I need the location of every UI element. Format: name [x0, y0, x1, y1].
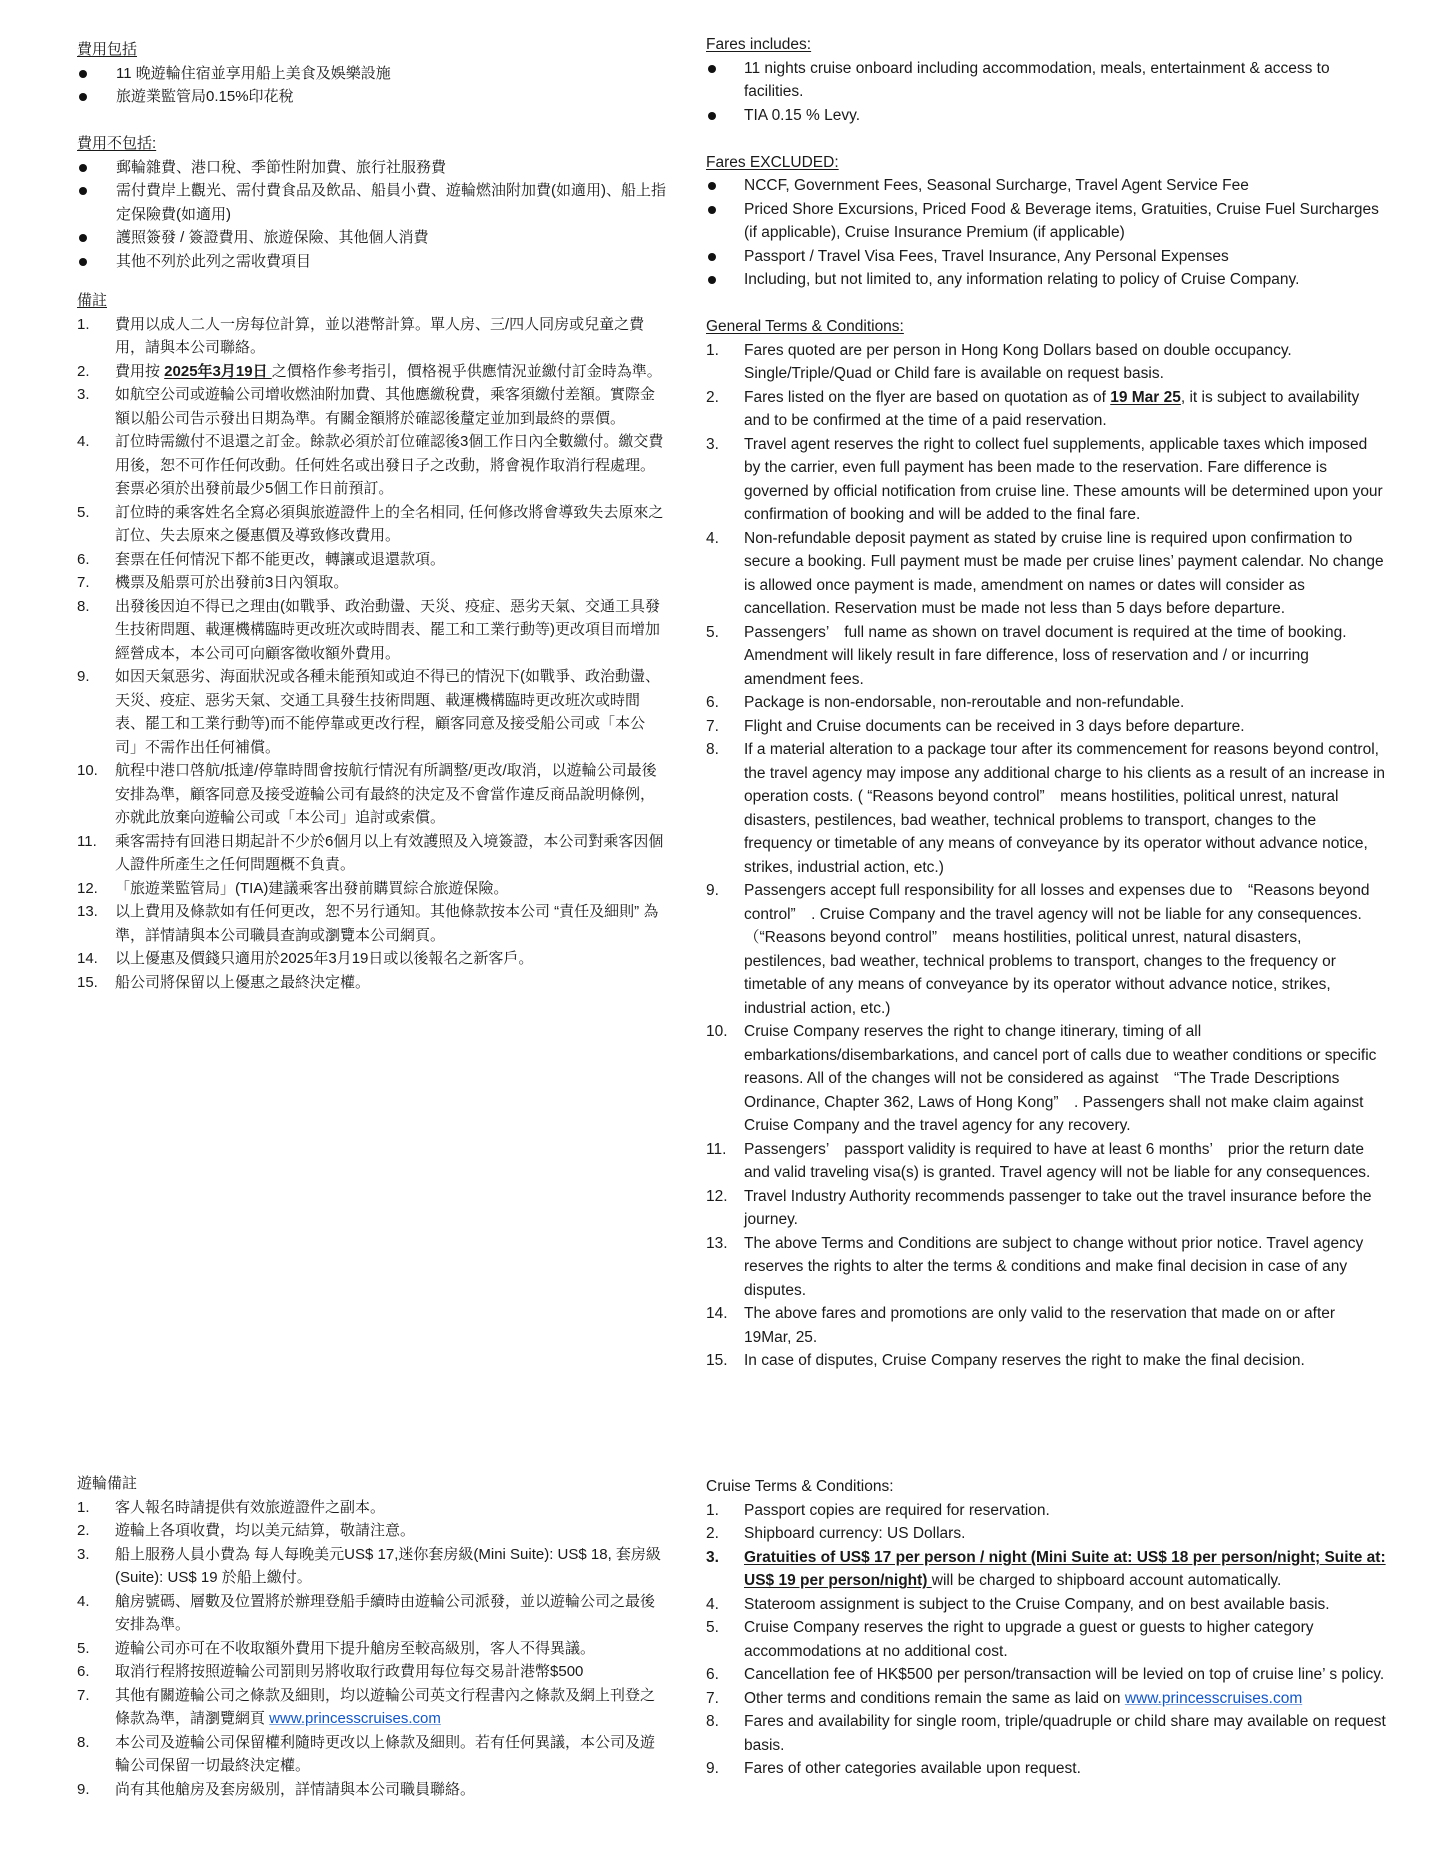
remarks-heading-zh: 備註: [77, 292, 108, 309]
list-item: 旅遊業監管局0.15%印花稅: [77, 85, 667, 109]
list-item: 13. 以上費用及條款如有任何更改，恕不另行通知。其他條款按本公司 “責任及細則” 為準，詳情請與本公司職員查詢或瀏覽本公司網頁。: [77, 903, 659, 944]
excludes-heading-en: Fares EXCLUDED:: [706, 153, 839, 171]
includes-list-zh: [77, 62, 667, 109]
general-terms-heading: General Terms & Conditions:: [706, 318, 904, 335]
cruise-terms-list: [706, 1499, 1386, 1781]
list-item: 2. Fares listed on the flyer are based on quotation as of 19 Mar 25, it is subject to availability and to be confirmed at the time of a paid reservation.: [706, 388, 1360, 429]
cruise-remarks-list-zh: [77, 1496, 667, 1802]
list-item: 9. 尚有其他艙房及套房級別，詳情請與本公司職員聯絡。: [77, 1780, 476, 1798]
list-item: 5. 訂位時的乘客姓名全寫必須與旅遊證件上的全名相同, 任何修改將會導致失去原來之訂位、失去原來之優惠價及導致修改費用。: [77, 503, 664, 544]
princess-cruises-link-zh[interactable]: www.princesscruises.com: [269, 1710, 441, 1727]
includes-heading-zh: 費用包括: [77, 41, 138, 58]
list-item: 8. Fares and availability for single room, triple/quadruple or child share may available on request basis.: [706, 1713, 1386, 1754]
list-item: 6. Package is non-endorsable, non-reroutable and non-refundable.: [706, 694, 1185, 711]
cruise-terms-heading: Cruise Terms & Conditions:: [706, 1478, 894, 1495]
list-item: 11. 乘客需持有回港日期起計不少於6個月以上有效護照及入境簽證，本公司對乘客因個人證件所產生之任何問題概不負責。: [77, 832, 664, 873]
includes-list-en: [706, 57, 1386, 128]
list-item: 13. The above Terms and Conditions are subject to change without prior notice. Travel agency reserves the rights to alter the terms & conditions and make final decision in case of any disputes.: [706, 1234, 1364, 1299]
list-item: 9. Passengers accept full responsibility for all losses and expenses due to “Reasons beyond control” . Cruise Company and the travel agency will not be liable for any consequences.（“Reasons beyond control” means hostilities, political unrest, natural disasters, pestilences, bad weather, technical problems to transport, changes to the frequency or timetable of any means of conveyance by its operator without advance notice, strikes, industrial action, etc.): [706, 882, 1370, 1017]
list-item: 14. The above fares and promotions are only valid to the reservation that made on or after 19Mar, 25.: [706, 1305, 1336, 1346]
bullet-icon: [79, 93, 87, 101]
list-item: 3. 如航空公司或遊輪公司增收燃油附加費、其他應繳稅費，乘客須繳付差額。實際金額以船公司告示發出日期為準。有關金額將於確認後釐定並加到最終的票價。: [77, 386, 656, 427]
list-item: 15. 船公司將保留以上優惠之最終決定權。: [77, 973, 371, 991]
bullet-icon: [708, 206, 716, 214]
cruise-remarks-heading-zh: 遊輪備註: [77, 1475, 138, 1492]
list-item: 4. Non-refundable deposit payment as stated by cruise line is required upon confirmation to secure a booking. Full payment must be made per cruise lines’ payment calendar. No change is allowed once payment is made, amendment on names or dates will consider as cancellation. Reservation must be made not less than 5 days before departure.: [706, 529, 1384, 617]
chinese-fees-section: [77, 38, 667, 994]
list-item: 1. Fares quoted are per person in Hong Kong Dollars based on double occupancy. Single/Triple/Quad or Child fare is available on request basis.: [706, 341, 1292, 382]
list-item: 6. 套票在任何情況下都不能更改，轉讓或退還款項。: [77, 550, 446, 568]
list-item: 9. Fares of other categories available upon request.: [706, 1760, 1081, 1777]
bullet-icon: [79, 164, 87, 172]
list-item: 5. Cruise Company reserves the right to upgrade a guest or guests to higher category accommodations at no additional cost.: [706, 1619, 1314, 1660]
list-item: 5. Passengers’ full name as shown on travel document is required at the time of booking. Amendment will likely result in fare difference, loss of reservation and / or incurring amendment fees.: [706, 623, 1347, 688]
bullet-icon: [708, 182, 716, 190]
princess-cruises-link-en[interactable]: www.princesscruises.com: [1124, 1689, 1303, 1707]
list-item: 2. 遊輪上各項收費，均以美元結算，敬請注意。: [77, 1522, 416, 1539]
list-item: 5. 遊輪公司亦可在不收取額外費用下提升艙房至較高級別，客人不得異議。: [77, 1639, 596, 1657]
list-item: 11 nights cruise onboard including accommodation, meals, entertainment & access to facilities.: [706, 57, 1386, 104]
list-item: Priced Shore Excursions, Priced Food & Beverage items, Gratuities, Cruise Fuel Surcharges (if applicable), Cruise Insurance Premium (if applicable): [706, 198, 1386, 245]
excludes-list-en: [706, 174, 1386, 292]
list-item: 需付費岸上觀光、需付費食品及飲品、船員小費、遊輪燃油附加費(如適用)、船上指定保險費(如適用): [77, 179, 667, 226]
chinese-cruise-remarks-section: [77, 1472, 667, 1801]
list-item: 10. 航程中港口啓航/抵達/停靠時間會按航行情況有所調整/更改/取消，以遊輪公司最後安排為準，顧客同意及接受遊輪公司有最終的決定及不會當作違反商品說明條例，亦就此放棄向遊輪公司或「本公司」追討或索償。: [77, 762, 657, 826]
list-item: NCCF, Government Fees, Seasonal Surcharge, Travel Agent Service Fee: [706, 174, 1386, 198]
list-item: 4. Stateroom assignment is subject to the Cruise Company, and on best available basis.: [706, 1595, 1330, 1613]
list-item: 7. Other terms and conditions remain the same as laid on www.princesscruises.com: [706, 1689, 1303, 1707]
bullet-icon: [708, 253, 716, 261]
quote-date-zh: 2025年3月19日: [164, 362, 272, 380]
list-item: 1. 費用以成人二人一房每位計算，並以港幣計算。單人房、三/四人同房或兒童之費用，請與本公司聯絡。: [77, 315, 645, 356]
english-fees-section: [706, 33, 1386, 1373]
remarks-list-zh: [77, 313, 667, 995]
list-item: 14. 以上優惠及價錢只適用於2025年3月19日或以後報名之新客戶。: [77, 950, 534, 967]
list-item: 7. Flight and Cruise documents can be received in 3 days before departure.: [706, 717, 1245, 735]
excludes-heading-zh: 費用不包括:: [77, 135, 157, 152]
list-item: 6. 取消行程將按照遊輪公司罰則另將收取行政費用每位每交易計港幣$500: [77, 1663, 584, 1680]
bullet-icon: [79, 70, 87, 78]
list-item: 護照簽發 / 簽證費用、旅遊保險、其他個人消費: [77, 226, 667, 250]
bullet-icon: [708, 276, 716, 284]
includes-heading-en: Fares includes:: [706, 36, 812, 53]
list-item: 8. If a material alteration to a package tour after its commencement for reasons beyond control, the travel agency may impose any additional charge to his clients as a result of an increase in operation costs. ( “Reasons beyond control” means hostilities, political unrest, natural disasters, pestilences, bad weather, technical problems to transport, changes to the frequency or timetable of any means of conveyance by its operator without advance notice, strikes, industrial action, etc.): [706, 741, 1386, 876]
list-item: 3. 船上服務人員小費為 每人每晚美元US$ 17,迷你套房級(Mini Suite): US$ 18, 套房級(Suite): US$ 19 於船上繳付。: [77, 1545, 661, 1586]
list-item: 7. 機票及船票可於出發前3日內領取。: [77, 574, 349, 591]
list-item: 1. Passport copies are required for reservation.: [706, 1501, 1050, 1519]
bullet-icon: [708, 65, 716, 73]
list-item: 8. 本公司及遊輪公司保留權利隨時更改以上條款及細則。若有任何異議，本公司及遊輪公司保留一切最終決定權。: [77, 1733, 656, 1774]
bullet-icon: [79, 258, 87, 266]
list-item: Passport / Travel Visa Fees, Travel Insurance, Any Personal Expenses: [706, 245, 1386, 269]
list-item: 12. 「旅遊業監管局」(TIA)建議乘客出發前購買綜合旅遊保險。: [77, 879, 509, 897]
list-item: 4. 訂位時需繳付不退還之訂金。餘款必須於訂位確認後3個工作日內全數繳付。繳交費用後，恕不可作任何改動。任何姓名或出發日子之改動，將會視作取消行程處理。套票必須於出發前最少5個工作日前預訂。: [77, 433, 664, 497]
list-item: 9. 如因天氣惡劣、海面狀況或各種未能預知或迫不得已的情況下(如戰爭、政治動盪、天災、疫症、惡劣天氣、交通工具發生技術問題、載運機構臨時更改班次或時間表、罷工和工業行動等)而不能停靠或更改行程，顧客同意及接受船公司或「本公司」不需作出任何補償。: [77, 668, 660, 756]
list-item: 8. 出發後因迫不得已之理由(如戰爭、政治動盪、天災、疫症、惡劣天氣、交通工具發生技術問題、載運機構臨時更改班次或時間表、罷工和工業行動等)更改項目而增加經營成本，本公司可向顧客徵收額外費用。: [77, 597, 660, 662]
bullet-icon: [79, 187, 87, 195]
list-item: 1. 客人報名時請提供有效旅遊證件之副本。: [77, 1498, 386, 1516]
list-item: 11. Passengers’ passport validity is required to have at least 6 months’ prior the return date and valid traveling visa(s) is granted. Travel agency will not be liable for any consequences.: [706, 1140, 1371, 1181]
list-item: 3. Travel agent reserves the right to collect fuel supplements, applicable taxes which imposed by the carrier, even full payment has been made to the reservation. Fare difference is governed by official notification from cruise line. These amounts will be determined upon your confirmation of booking and will be added to the final fare.: [706, 435, 1383, 523]
list-item: 11 晚遊輪住宿並享用船上美食及娛樂設施: [77, 62, 667, 86]
gratuities-note: Gratuities of US$ 17 per person / night (Mini Suite at: US$ 18 per person/night; Suite at: US$ 19 per person/night): [744, 1548, 1386, 1589]
list-item: 10. Cruise Company reserves the right to change itinerary, timing of all embarkations/disembarkations, and cancel port of calls due to weather conditions or specific reasons. All of the changes will not be considered as against “The Trade Descriptions Ordinance, Chapter 362, Laws of Hong Kong” . Passengers shall not make claim against Cruise Company and the travel agency for any recovery.: [706, 1023, 1377, 1134]
list-item: 2. Shipboard currency: US Dollars.: [706, 1525, 966, 1542]
bullet-icon: [79, 234, 87, 242]
list-item: 12. Travel Industry Authority recommends passenger to take out the travel insurance before the journey.: [706, 1187, 1372, 1228]
list-item: 3. Gratuities of US$ 17 per person / night (Mini Suite at: US$ 18 per person/night; Suite at: US$ 19 per person/night) will be charged to shipboard account automatically.: [706, 1548, 1386, 1589]
list-item: 其他不列於此列之需收費項目: [77, 250, 667, 274]
quote-date-en: 19 Mar 25: [1110, 388, 1181, 406]
list-item: 郵輪雜費、港口稅、季節性附加費、旅行社服務費: [77, 156, 667, 180]
general-terms-list: [706, 339, 1386, 1373]
list-item: 4. 艙房號碼、層數及位置將於辦理登船手續時由遊輪公司派發，並以遊輪公司之最後安排為準。: [77, 1592, 656, 1633]
bullet-icon: [708, 112, 716, 120]
english-cruise-terms-section: [706, 1475, 1386, 1781]
list-item: 7. 其他有關遊輪公司之條款及細則，均以遊輪公司英文行程書內之條款及網上刊登之條款為準，請瀏覽網頁 www.princesscruises.com: [77, 1686, 656, 1727]
list-item: TIA 0.15 % Levy.: [706, 104, 1386, 128]
list-item: 6. Cancellation fee of HK$500 per person/transaction will be levied on top of cruise line’ s policy.: [706, 1666, 1385, 1683]
list-item: 15. In case of disputes, Cruise Company reserves the right to make the final decision.: [706, 1352, 1305, 1369]
list-item: Including, but not limited to, any information relating to policy of Cruise Company.: [706, 268, 1386, 292]
list-item: 2. 費用按 2025年3月19日 之價格作參考指引，價格視乎供應情況並繳付訂金時為準。: [77, 362, 662, 380]
excludes-list-zh: [77, 156, 667, 274]
